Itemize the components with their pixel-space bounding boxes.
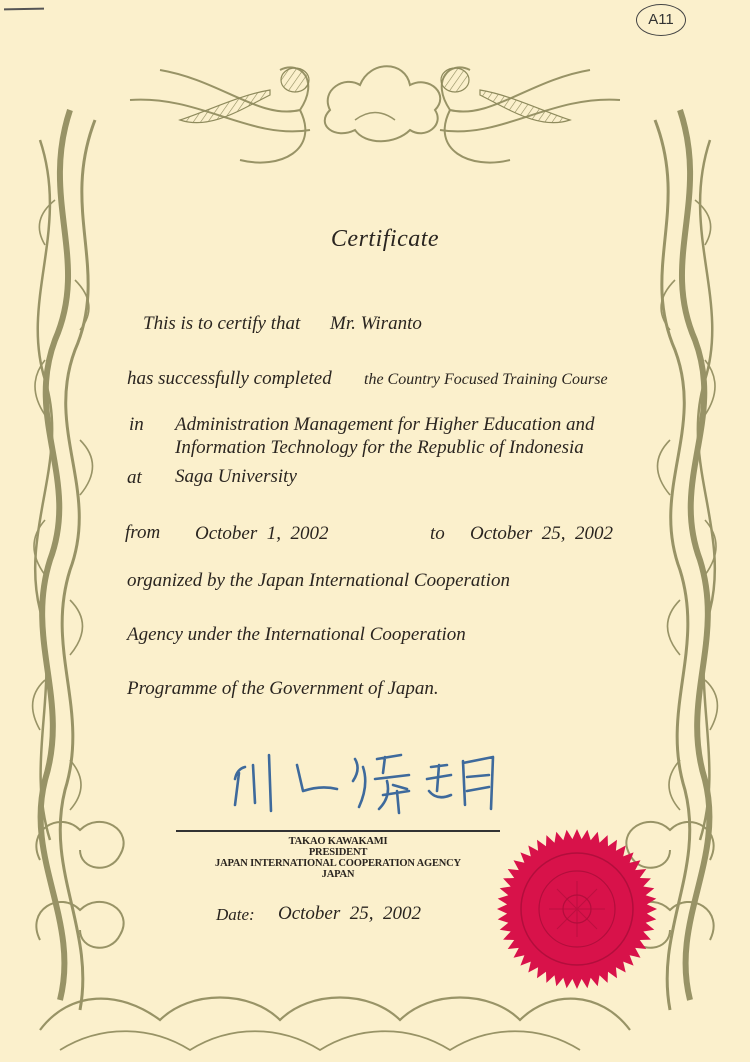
signature-line [176, 830, 500, 832]
certify-prefix: This is to certify that [143, 313, 301, 334]
handwritten-annotation: A11 [636, 4, 686, 36]
from-label: from [125, 522, 161, 543]
official-seal [494, 826, 660, 992]
at-label: at [127, 467, 142, 488]
to-date: October 25, 2002 [470, 523, 614, 544]
signatory-organization: JAPAN INTERNATIONAL COOPERATION AGENCY [215, 858, 461, 869]
completed-prefix: has successfully completed [127, 368, 332, 389]
to-label: to [430, 523, 445, 544]
signatory-name: TAKAO KAWAKAMI [288, 836, 388, 847]
venue: Saga University [175, 466, 297, 487]
recipient-name: Mr. Wiranto [330, 313, 422, 334]
handwritten-signature [225, 745, 515, 820]
signatory-role: PRESIDENT [308, 847, 368, 858]
in-label: in [129, 414, 144, 435]
organizer-line3: Programme of the Government of Japan. [127, 678, 439, 699]
course-title-line2: Information Technology for the Republic of Indonesia [175, 437, 584, 458]
issue-date: October 25, 2002 [278, 903, 422, 924]
organizer-line2: Agency under the International Cooperation [127, 624, 466, 645]
course-type: the Country Focused Training Course [364, 371, 608, 388]
organizer-line1: organized by the Japan International Cooperation [127, 570, 510, 591]
from-date: October 1, 2002 [195, 523, 329, 544]
certificate-title: Certificate [330, 226, 440, 252]
signatory-country: JAPAN [321, 869, 355, 880]
date-label: Date: [216, 905, 255, 924]
course-title-line1: Administration Management for Higher Education and [175, 414, 595, 435]
signatory-block [170, 836, 506, 880]
